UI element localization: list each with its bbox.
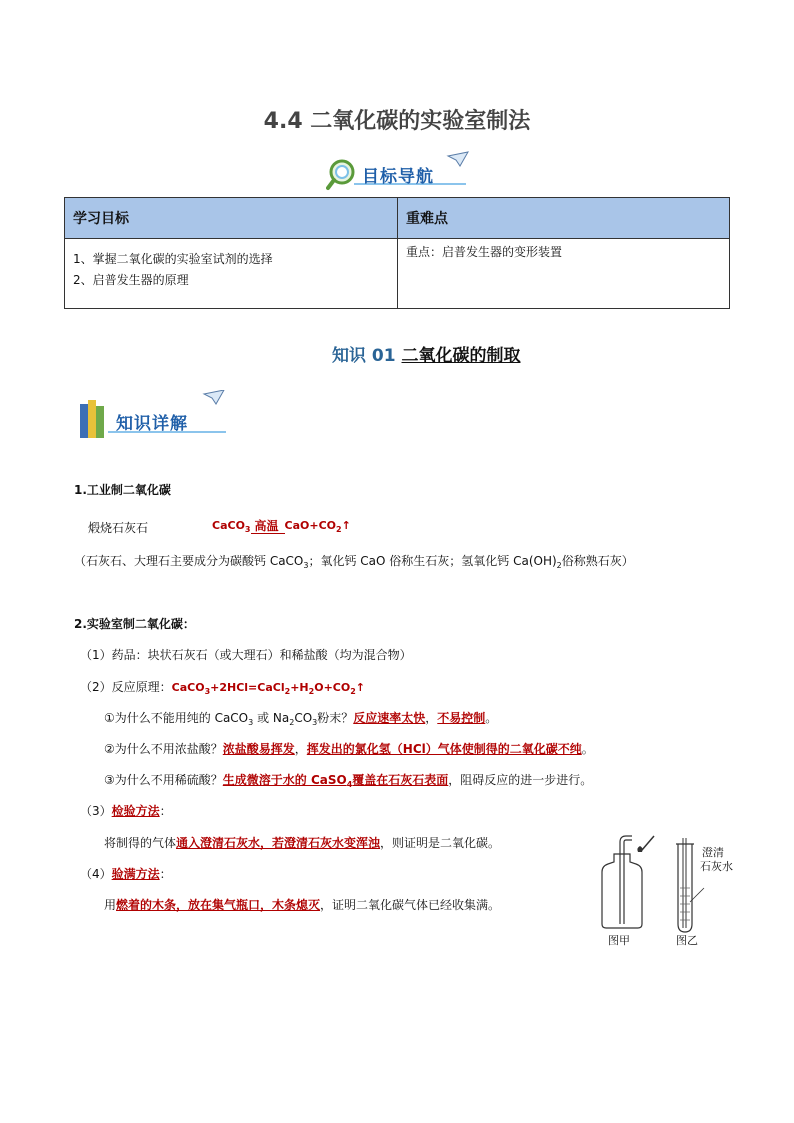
q1-answer-2: 不易控制 (437, 711, 486, 725)
key-points-header: 重难点 (398, 198, 730, 239)
lab-principle: （2）反应原理：$CaCO_3+2HCl=CaCl_2+H_2O+CO_2↑$ (80, 680, 366, 696)
key-point-item: 重点：启普发生器的变形装置 (406, 245, 563, 259)
figure-label-b: 图乙 (676, 934, 698, 947)
section-prefix: 知识 01 (332, 346, 396, 366)
industrial-note: （石灰石、大理石主要成分为碳酸钙 CaCO$_3$；氧化钙 CaO 俗称生石灰；氢氧化钙 $Ca(OH)_2$俗称熟石灰） (74, 554, 634, 570)
eq-product: CaO+CO (284, 519, 336, 532)
goals-table (64, 197, 730, 309)
goal-nav-label: 目标导航 (362, 167, 434, 187)
test-answer: 通入澄清石灰水，若澄清石灰水变浑浊 (176, 836, 381, 850)
question-1: ①为什么不能用纯的 CaCO$_3$ 或 $Na_2CO_3$粉末？反应速率太快，不易控制。 (104, 711, 498, 727)
goal-nav-badge (326, 150, 486, 192)
full-check-heading: （4）验满方法： (80, 867, 172, 881)
knowledge-detail-badge (78, 390, 238, 440)
q2-answer-1: 浓盐酸易挥发 (222, 742, 295, 756)
apparatus-figure (596, 832, 746, 947)
q2-answer-2: 挥发出的氯化氢（HCl）气体使制得的二氧化碳不纯 (306, 742, 582, 756)
eq-reactant: CaCO (212, 519, 245, 532)
lab-heading: 2.实验室制二氧化碳： (74, 617, 195, 631)
question-3: ③为什么不用稀硫酸？生成微溶于水的 CaSO$_4$覆盖在石灰石表面，阻碍反应的进一步进行。 (104, 773, 593, 789)
figure-label-a: 图甲 (608, 934, 630, 947)
question-2: ②为什么不用浓盐酸？浓盐酸易挥发，挥发出的氯化氢（HCl）气体使制得的二氧化碳不纯。 (104, 742, 594, 756)
page-title: 4.4 二氧化碳的实验室制法 (263, 109, 531, 134)
test-method-text: 将制得的气体通入澄清石灰水，若澄清石灰水变浑浊，则证明是二氧化碳。 (104, 836, 501, 850)
test-method-heading: （3）检验方法： (80, 804, 172, 818)
section-heading (332, 341, 521, 366)
industrial-equation: CaCO$_3$ 高温 $CaO+CO_2↑$ (212, 519, 351, 534)
limewater-label-2: 石灰水 (700, 860, 733, 873)
goals-header: 学习目标 (65, 198, 398, 239)
eq-condition: 高温 (254, 519, 279, 533)
eq-arrow: ↑ (341, 519, 351, 532)
limewater-label-1: 澄清 (702, 846, 724, 859)
q3-answer-2: 覆盖在石灰石表面 (352, 773, 449, 787)
industrial-label: 煅烧石灰石 (88, 521, 149, 535)
goal-item-2: 2、启普发生器的原理 (73, 273, 189, 287)
knowledge-detail-label: 知识详解 (116, 414, 188, 434)
full-check-text: 用燃着的木条，放在集气瓶口，木条熄灭，证明二氧化碳气体已经收集满。 (104, 898, 501, 912)
q1-answer-1: 反应速率太快 (353, 711, 426, 725)
q3-answer-1: 生成微溶于水的 CaSO$_4$ (222, 773, 353, 789)
full-check-answer: 燃着的木条，放在集气瓶口，木条熄灭 (116, 898, 321, 912)
section-title: 二氧化碳的制取 (401, 346, 521, 366)
goal-item-1: 1、掌握二氧化碳的实验室试剂的选择 (73, 252, 273, 266)
lab-drugs: （1）药品：块状石灰石（或大理石）和稀盐酸（均为混合物） (80, 648, 412, 662)
industrial-heading: 1.工业制二氧化碳 (74, 483, 171, 497)
